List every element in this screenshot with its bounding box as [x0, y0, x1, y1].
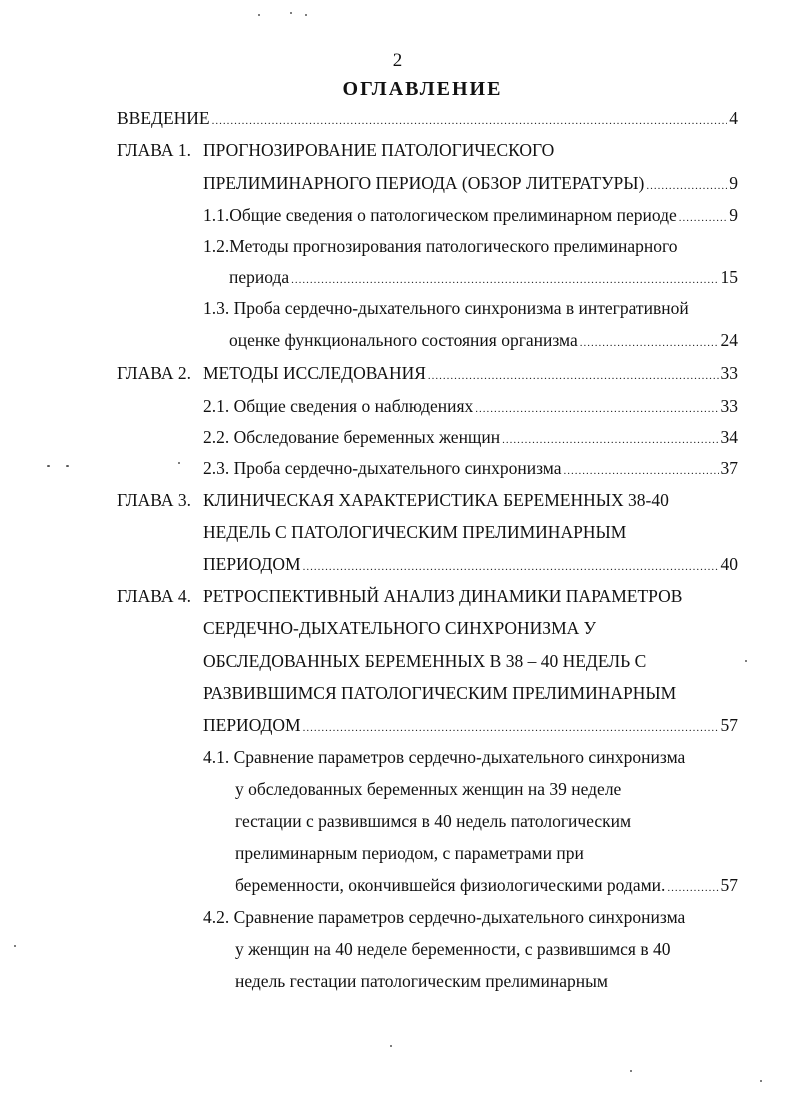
- leader-dots: [564, 460, 719, 482]
- toc-entry-page: 57: [720, 875, 738, 895]
- toc-entry-section-2-1[interactable]: [203, 395, 738, 420]
- toc-entry-label: недель гестации патологическим прелиминарным: [235, 971, 608, 991]
- toc-entry-label: 4.1. Сравнение параметров сердечно-дыхательного синхронизма: [203, 747, 686, 767]
- toc-entry-page: 15: [720, 267, 738, 287]
- toc-entry-chapter-3[interactable]: [117, 489, 738, 511]
- scan-speck: [178, 462, 180, 464]
- toc-entry-label: прелиминарным периодом, с параметрами при: [235, 843, 584, 863]
- chapter-number: ГЛАВА 4.: [117, 586, 192, 606]
- toc-entry-label: у женщин на 40 неделе беременности, с развившимся в 40: [235, 939, 671, 959]
- toc-entry-chapter-2[interactable]: [117, 362, 738, 387]
- toc-entry-label: оценке функционального состояния организма: [229, 330, 578, 350]
- scan-speck: [290, 12, 292, 14]
- toc-entry-chapter-1[interactable]: [117, 139, 738, 161]
- toc-entry-page: 33: [720, 363, 738, 383]
- toc-entry-section-2-2[interactable]: [203, 426, 738, 451]
- leader-dots: [303, 556, 719, 578]
- toc-entry-section-4-1-cont[interactable]: [235, 810, 738, 832]
- toc-entry-section-4-2-cont[interactable]: [235, 938, 738, 960]
- leader-dots: [212, 110, 728, 132]
- toc-entry-label: 2.3. Проба сердечно-дыхательного синхронизма: [203, 458, 562, 478]
- scan-speck: [258, 14, 260, 16]
- toc-entry-section-1-1[interactable]: [203, 204, 738, 229]
- toc-entry-label: 1.2.Методы прогнозирования патологического прелиминарного: [203, 236, 678, 256]
- chapter-title-line: ПРЕЛИМИНАРНОГО ПЕРИОДА (ОБЗОР ЛИТЕРАТУРЫ): [203, 173, 645, 193]
- toc-entry-chapter-1-cont[interactable]: [203, 172, 738, 197]
- toc-entry-chapter-4-cont[interactable]: [203, 650, 738, 672]
- toc-entry-chapter-3-cont[interactable]: [203, 521, 738, 543]
- scan-speck: [745, 660, 747, 662]
- toc-entry-label: ВВЕДЕНИЕ: [117, 108, 210, 128]
- toc-entry-label: 1.1.Общие сведения о патологическом прелиминарном периоде: [203, 205, 677, 225]
- leader-dots: [667, 877, 718, 899]
- chapter-title-line: СЕРДЕЧНО-ДЫХАТЕЛЬНОГО СИНХРОНИЗМА У: [203, 618, 597, 638]
- toc-entry-label: 1.3. Проба сердечно-дыхательного синхронизма в интегративной: [203, 298, 689, 318]
- leader-dots: [679, 207, 727, 229]
- scan-speck: [47, 465, 50, 467]
- toc-entry-page: 34: [720, 427, 738, 447]
- leader-dots: [475, 398, 718, 420]
- leader-dots: [646, 175, 727, 197]
- chapter-title-line: ПРОГНОЗИРОВАНИЕ ПАТОЛОГИЧЕСКОГО: [203, 140, 555, 160]
- leader-dots: [502, 429, 718, 451]
- toc-entry-page: 9: [729, 173, 738, 193]
- toc-entry-label: у обследованных беременных женщин на 39 неделе: [235, 779, 622, 799]
- page-number: 2: [392, 50, 403, 71]
- chapter-title-line: РЕТРОСПЕКТИВНЫЙ АНАЛИЗ ДИНАМИКИ ПАРАМЕТРОВ: [203, 586, 683, 606]
- chapter-title-line: КЛИНИЧЕСКАЯ ХАРАКТЕРИСТИКА БЕРЕМЕННЫХ 38-40: [203, 490, 669, 510]
- toc-entry-section-2-3[interactable]: [203, 457, 738, 482]
- toc-entry-label: 2.1. Общие сведения о наблюдениях: [203, 396, 474, 416]
- chapter-title-line: НЕДЕЛЬ С ПАТОЛОГИЧЕСКИМ ПРЕЛИМИНАРНЫМ: [203, 522, 627, 542]
- toc-entry-chapter-4[interactable]: [117, 585, 738, 607]
- chapter-title-line: РАЗВИВШИМСЯ ПАТОЛОГИЧЕСКИМ ПРЕЛИМИНАРНЫМ: [203, 683, 677, 703]
- chapter-title-line: ПЕРИОДОМ: [203, 715, 301, 735]
- toc-entry-label: 4.2. Сравнение параметров сердечно-дыхательного синхронизма: [203, 907, 686, 927]
- toc-entry-section-1-3[interactable]: [203, 297, 738, 319]
- scan-speck: [390, 1045, 392, 1047]
- scan-speck: [760, 1080, 762, 1082]
- toc-entry-chapter-4-cont[interactable]: [203, 714, 738, 739]
- toc-entry-section-4-1-cont[interactable]: [235, 778, 738, 800]
- chapter-number: ГЛАВА 2.: [117, 363, 192, 383]
- toc-entry-section-1-2-cont[interactable]: [229, 266, 738, 291]
- toc-entry-section-1-2[interactable]: [203, 235, 738, 257]
- scan-speck: [14, 945, 16, 947]
- toc-entry-chapter-4-cont[interactable]: [203, 682, 738, 704]
- leader-dots: [303, 717, 719, 739]
- chapter-number: ГЛАВА 3.: [117, 490, 192, 510]
- toc-entry-page: 4: [729, 108, 738, 128]
- toc-entry-label: периода: [229, 267, 290, 287]
- leader-dots: [580, 332, 719, 354]
- toc-entry-section-4-2[interactable]: [203, 906, 738, 928]
- toc-entry-label: беременности, окончившейся физиологическими родами.: [235, 875, 666, 895]
- toc-entry-chapter-4-cont[interactable]: [203, 617, 738, 639]
- toc-entry-label: гестации с развившимся в 40 недель патологическим: [235, 811, 632, 831]
- toc-entry-page: 24: [720, 330, 738, 350]
- toc-entry-page: 57: [720, 715, 738, 735]
- toc-entry-intro[interactable]: [117, 107, 738, 132]
- toc-entry-section-4-1-cont[interactable]: [235, 842, 738, 864]
- toc-entry-page: 40: [720, 554, 738, 574]
- toc-entry-section-4-2-cont[interactable]: [235, 970, 738, 992]
- toc-title: ОГЛАВЛЕНИЕ: [342, 78, 503, 100]
- chapter-title-line: ПЕРИОДОМ: [203, 554, 301, 574]
- chapter-number: ГЛАВА 1.: [117, 140, 192, 160]
- toc-entry-page: 37: [720, 458, 738, 478]
- toc-entry-label: [117, 362, 426, 384]
- scan-speck: [630, 1070, 632, 1072]
- leader-dots: [428, 365, 719, 387]
- toc-entry-section-4-1[interactable]: [203, 746, 738, 768]
- chapter-title-line: МЕТОДЫ ИССЛЕДОВАНИЯ: [203, 363, 426, 383]
- toc-entry-section-1-3-cont[interactable]: [229, 329, 738, 354]
- toc-entry-page: 9: [729, 205, 738, 225]
- toc-entry-page: 33: [720, 396, 738, 416]
- toc-entry-label: 2.2. Обследование беременных женщин: [203, 427, 501, 447]
- scan-speck: [305, 14, 307, 16]
- scan-speck: [66, 465, 69, 467]
- toc-entry-chapter-3-cont[interactable]: [203, 553, 738, 578]
- chapter-title-line: ОБСЛЕДОВАННЫХ БЕРЕМЕННЫХ В 38 – 40 НЕДЕЛЬ С: [203, 651, 647, 671]
- leader-dots: [291, 269, 718, 291]
- toc-entry-section-4-1-cont[interactable]: [235, 874, 738, 899]
